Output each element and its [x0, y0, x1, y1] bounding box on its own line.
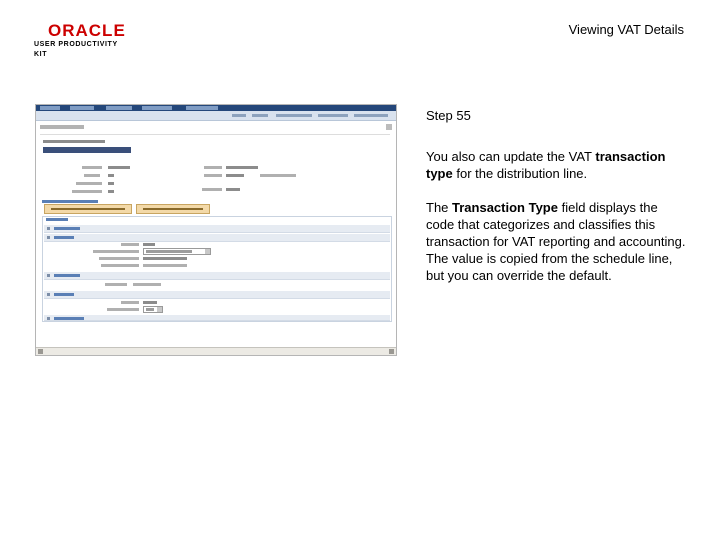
app-horizontal-scrollbar	[36, 347, 396, 355]
step-instruction: You also can update the VAT transaction type for the distribution line.	[426, 149, 666, 181]
app-page-title	[43, 147, 131, 153]
app-section-defaults	[44, 225, 390, 233]
slide-title: Viewing VAT Details	[568, 22, 684, 37]
step-number: Step 55	[426, 108, 471, 123]
app-screenshot-thumbnail	[35, 104, 397, 356]
app-return-link	[43, 140, 105, 143]
app-breadcrumb	[40, 125, 84, 129]
step-description: The Transaction Type field displays the code that categorizes and classifies this transaction for VAT reporting and accounting. The value is copied from the schedule line, but you can override the default.	[426, 200, 686, 283]
app-sub-navigation	[36, 111, 396, 121]
logo-brand: ORACLE	[48, 21, 126, 40]
app-section-vat-details	[44, 291, 390, 299]
description-emphasis: Transaction Type	[452, 200, 558, 215]
app-transaction-type-field	[143, 306, 163, 313]
logo-product: USER PRODUCTIVITY KIT	[34, 41, 118, 58]
app-section-vat-defaults	[44, 234, 390, 242]
app-section-vat-calculations	[44, 315, 390, 321]
app-collapse-button	[136, 204, 210, 214]
app-expand-button	[44, 204, 132, 214]
oracle-upk-logo	[34, 21, 126, 58]
app-select	[143, 248, 211, 255]
app-divider	[40, 134, 390, 135]
help-icon	[386, 124, 392, 130]
app-link	[42, 200, 98, 203]
app-section-vat-treatments	[44, 272, 390, 280]
instruction-emphasis: transaction type	[426, 149, 666, 181]
app-vat-panel	[42, 216, 392, 322]
